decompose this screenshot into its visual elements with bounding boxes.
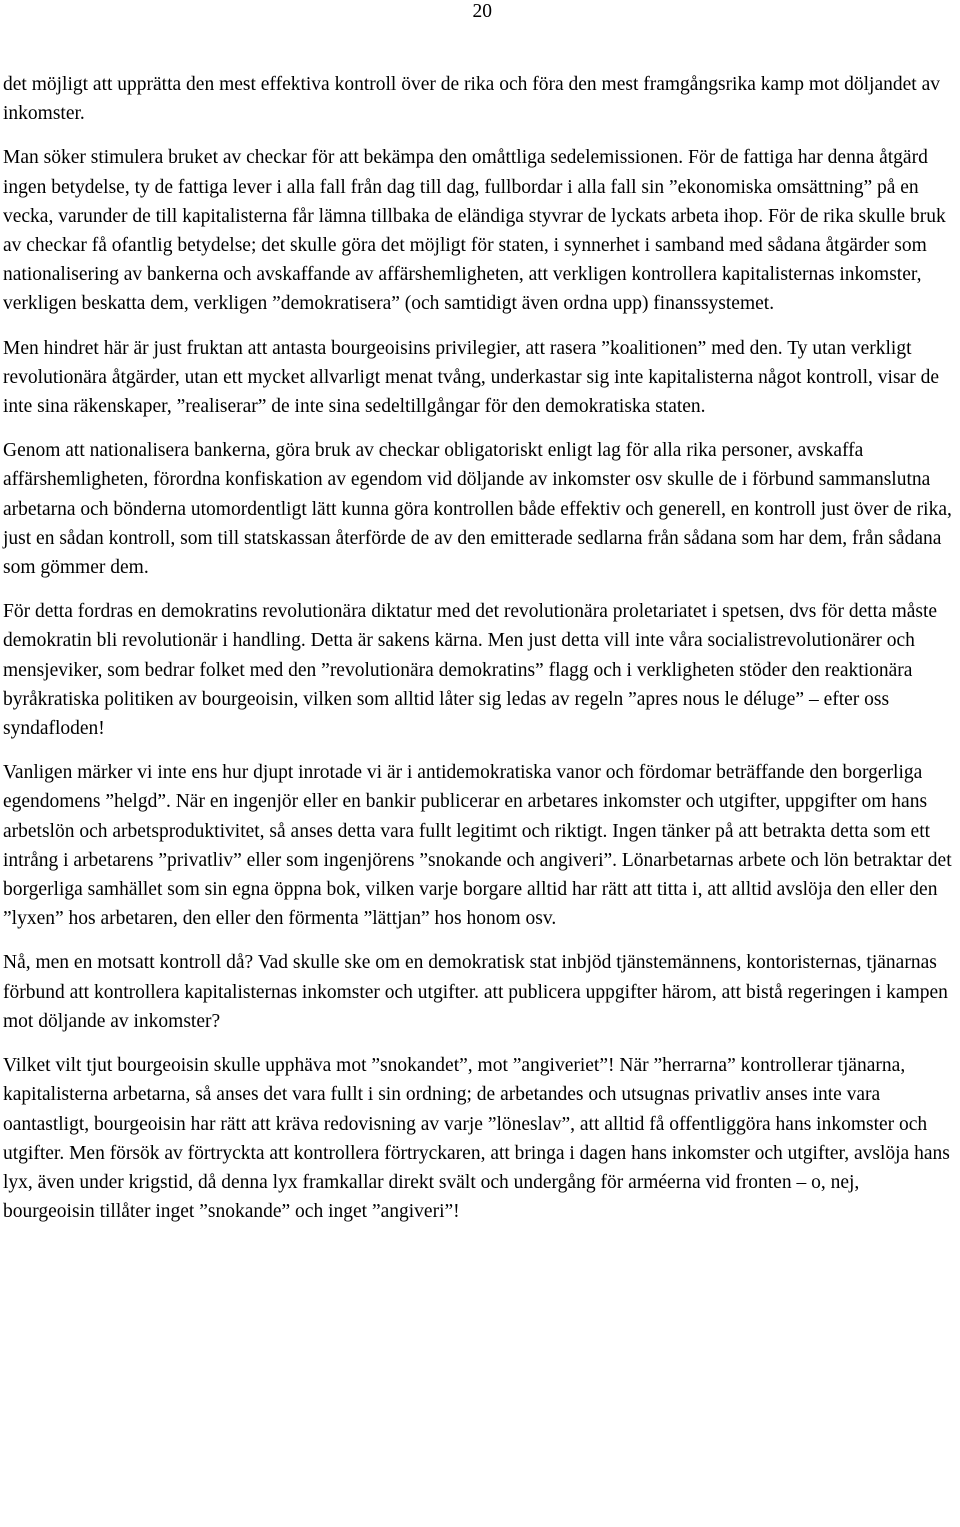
- paragraph-4: Genom att nationalisera bankerna, göra bruk av checkar obligatoriskt enligt lag för alla rika personer, avskaffa affärshemligheten, förordna konfiskation av egendom vid döljande av inkomster osv skulle de i förbund sammanslutna arbetarna och bönderna utomordentligt lätt kunna göra kontrollen både effektiv och generell, en kontroll just över de rika, just en sådan kontroll, som till statskassan återförde de av den emitterade sedlarna från sådana som har dem, från sådana som gömmer dem.: [3, 440, 952, 579]
- paragraph-3: Men hindret här är just fruktan att antasta bourgeoisins privilegier, att rasera ”koalitionen” med den. Ty utan verkligt revolutionära åtgärder, utan ett mycket allvarligt menat tvång, underkastar sig inte kapitalisterna något kontroll, visar de inte sina räkenskaper, ”realiserar” de inte sina sedeltillgångar för den demokratiska staten.: [3, 337, 939, 418]
- paragraph-7: Nå, men en motsatt kontroll då? Vad skulle ske om en demokratisk stat inbjöd tjänstemännens, kontoristernas, tjänarnas förbund att kontrollera kapitalisternas inkomster och utgifter. att publicera uppgifter härom, att bistå regeringen i kampen mot döljande av inkomster?: [3, 952, 948, 1032]
- paragraph-8: Vilket vilt tjut bourgeoisin skulle upphäva mot ”snokandet”, mot ”angiveriet”! När ”herrarna” kontrollerar tjänarna, kapitalisterna arbetarna, så anses det vara fullt i sin ordning; de arbetandes och utsugnas privatliv anses inte vara oantastligt, bourgeoisin har rätt att kräva redovisning av varje ”löneslav”, att alltid få offentliggöra hans inkomster och utgifter. Men försök av förtryckta att kontrollera förtryckaren, att bringa i dagen hans inkomster och utgifter, avslöja hans lyx, även under krigstid, då denna lyx framkallar direkt svält och undergång för arméerna vid fronten – o, nej, bourgeoisin tillåter inget ”snokande” och inget ”angiveri”!: [3, 1055, 950, 1223]
- page-number: 20: [472, 1, 492, 22]
- paragraph-2: Man söker stimulera bruket av checkar för att bekämpa den omåttliga sedelemissionen. För de fattiga har denna åtgärd ingen betydelse, ty de fattiga lever i alla fall från dag till dag, fullbordar i alla fall sin ”ekonomiska omsättning” på en vecka, varunder de till kapitalisterna får lämna tillbaka de eländiga styvrar de lyckats arbeta ihop. För de rika skulle bruk av checkar få ofantlig betydelse; det skulle göra det möjligt för staten, i synnerhet i samband med sådana åtgärder som nationalisering av bankerna och avskaffande av affärshemligheten, att verkligen kontrollera kapitalisternas inkomster, verkligen beskatta dem, verkligen ”demokratisera” (och samtidigt även ordna upp) finanssystemet.: [3, 147, 946, 315]
- paragraph-6: Vanligen märker vi inte ens hur djupt inrotade vi är i antidemokratiska vanor och fördomar beträffande den borgerliga egendomens ”helgd”. När en ingenjör eller en bankir publicerar en arbetares inkomster och utgifter, uppgifter om hans arbetslön och arbetsproduktivitet, så anses detta vara fullt legitimt och riktigt. Ingen tänker på att betrakta detta som ett intrång i arbetarens ”privatliv” eller som ingenjörens ”snokande och angiveri”. Lönarbetarnas arbete och lön betraktar det borgerliga samhället som sin egna öppna bok, vilken varje borgare alltid har rätt att titta i, att alltid avslöja den eller den ”lyxen” hos arbetaren, den eller den förmenta ”lättjan” hos honom osv.: [3, 762, 952, 930]
- paragraph-1: det möjligt att upprätta den mest effektiva kontroll över de rika och föra den mest framgångsrika kamp mot döljandet av inkomster.: [3, 74, 940, 125]
- body-text: [3, 70, 953, 1241]
- paragraph-5: För detta fordras en demokratins revolutionära diktatur med det revolutionära proletariatet i spetsen, dvs för detta måste demokratin bli revolutionär i handling. Detta är sakens kärna. Men just detta vill inte våra socialistrevolutionärer och mensjeviker, som bedrar folket med den ”revolutionära demokratins” flagg och i verkligheten stöder den reaktionära byråkratiska politiken av bourgeoisin, vilken som alltid låter sig ledas av regeln ”apres nous le déluge” – efter oss syndafloden!: [3, 601, 938, 740]
